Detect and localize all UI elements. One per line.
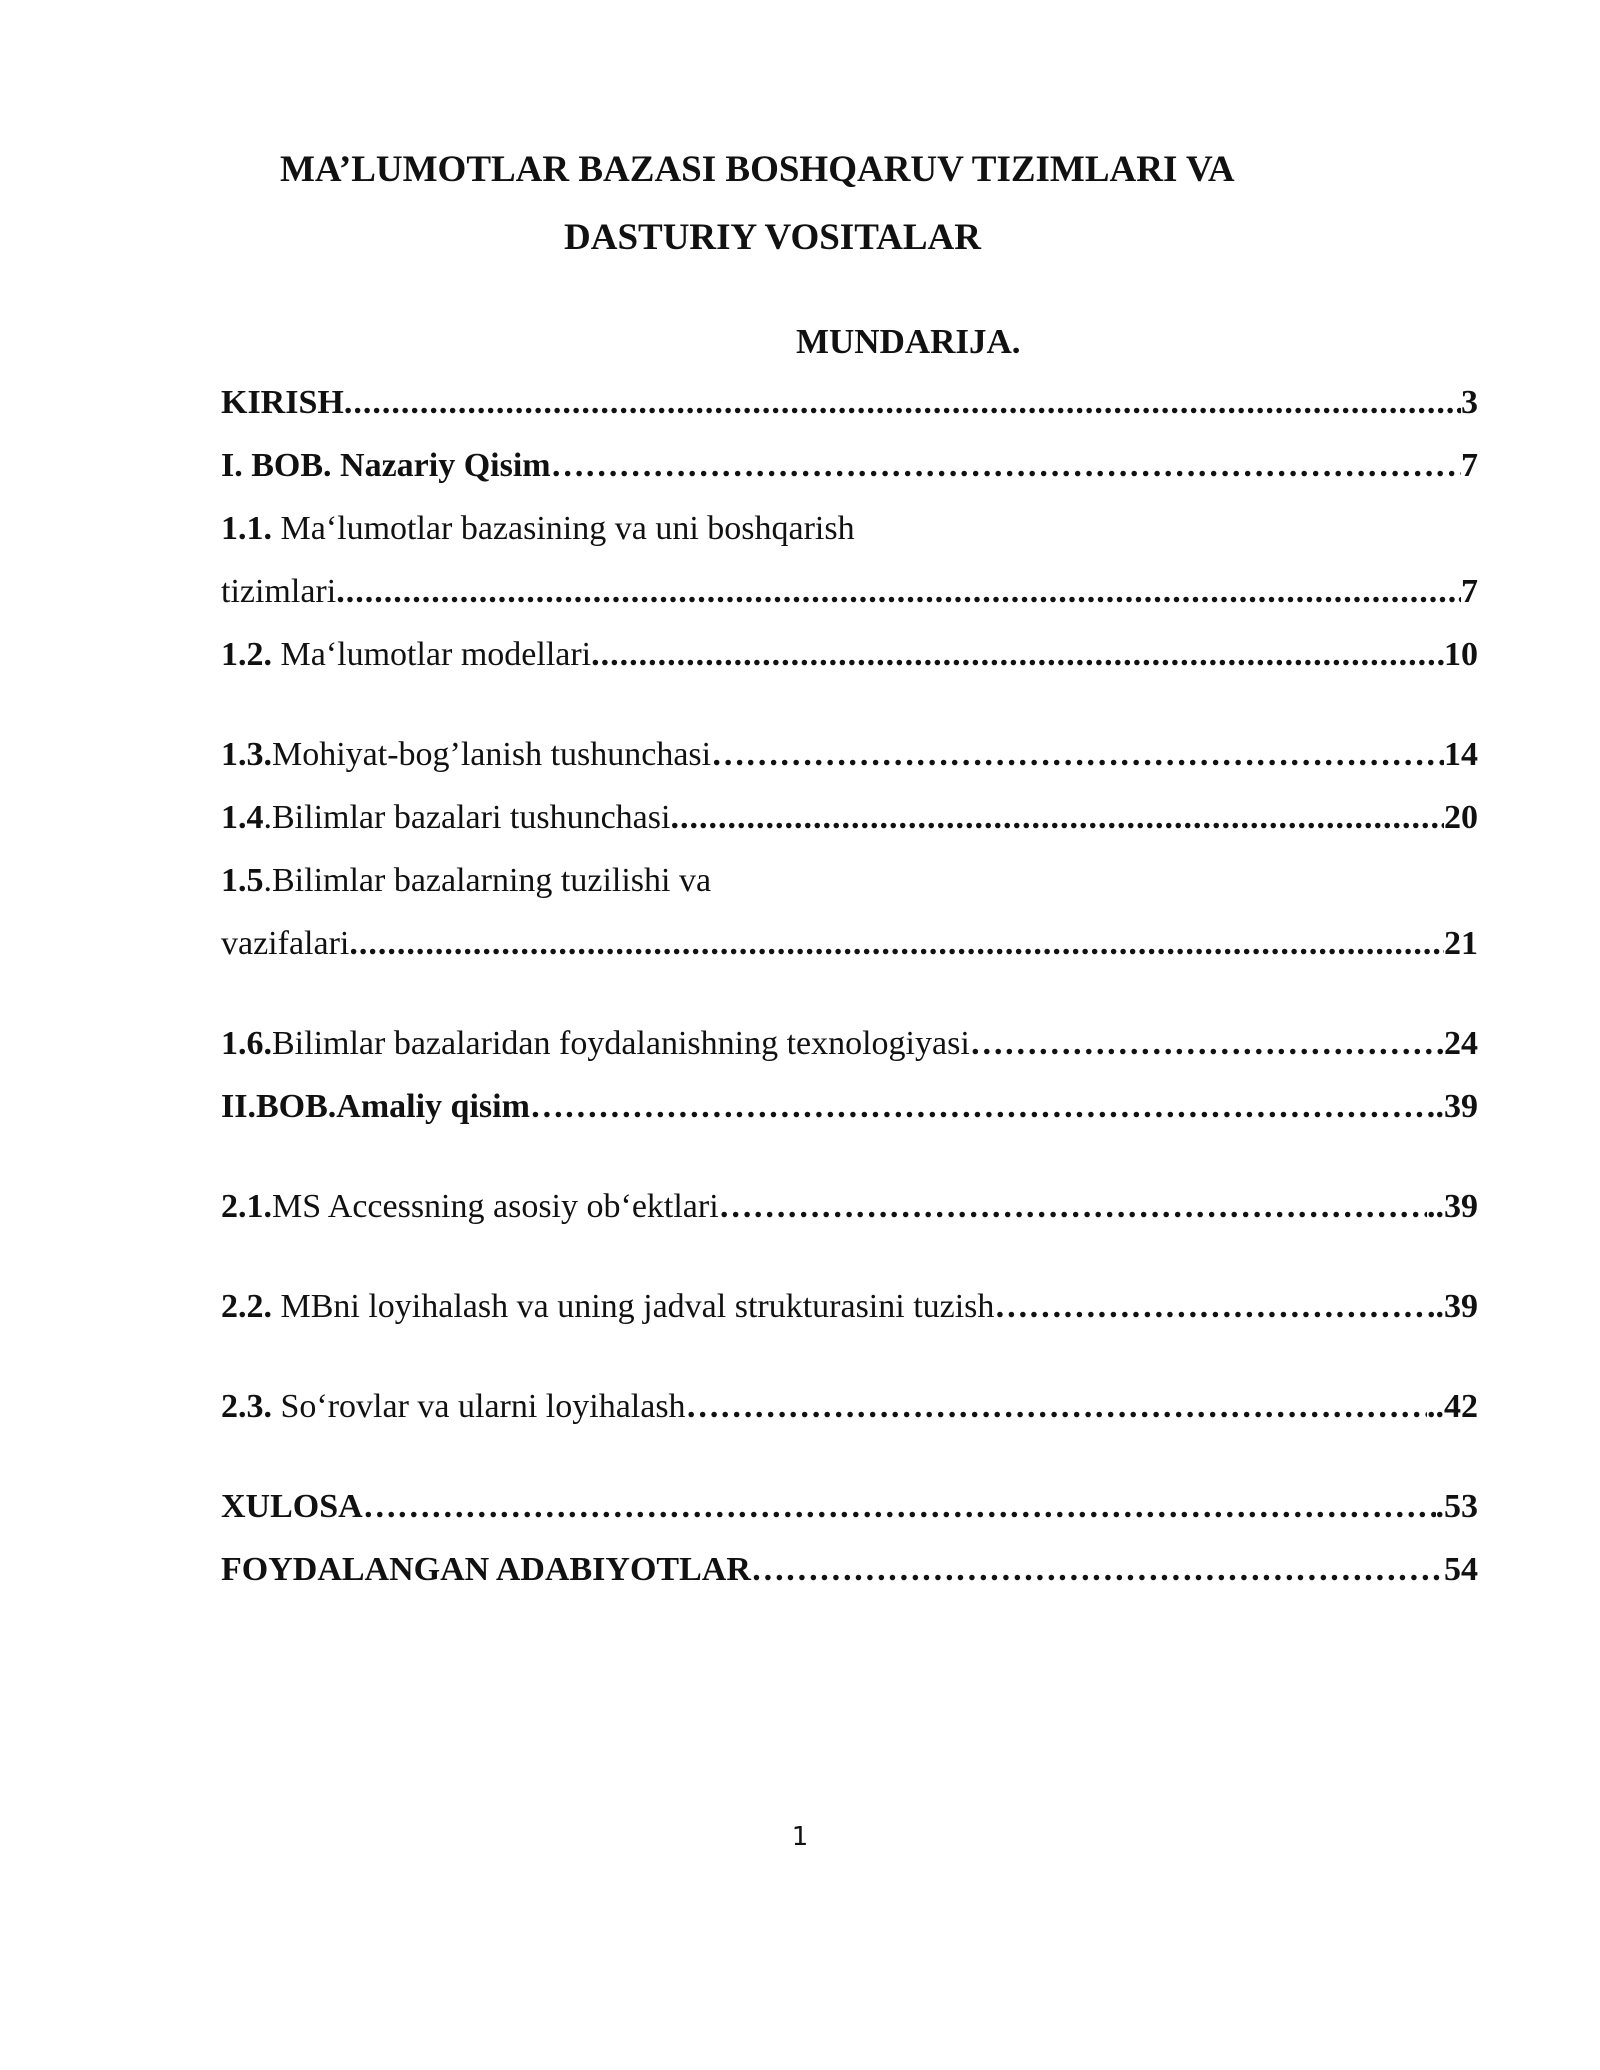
toc-entry-label: I. BOB. Nazariy Qisim — [221, 447, 551, 484]
toc-leader — [591, 632, 1444, 678]
document-title-line-1: MA’LUMOTLAR BAZASI BOSHQARUV TIZIMLARI VA — [280, 149, 1235, 190]
toc-entry-label: .Bilimlar bazalarning tuzilishi va — [263, 862, 712, 899]
toc-entry-2-3 — [221, 1384, 1478, 1430]
toc-leader — [970, 1021, 1444, 1067]
toc-entry-label: KIRISH — [221, 384, 344, 421]
toc-section-number: 1.2. — [221, 636, 272, 673]
toc-entry-1-3 — [221, 732, 1478, 778]
toc-section-number: 1.6. — [221, 1025, 272, 1062]
toc-leader — [344, 380, 1461, 426]
toc-entry-1-4 — [221, 795, 1478, 841]
toc-entry-label: MS Accessning asosiy ob‘ektlari — [272, 1188, 719, 1225]
toc-section-number: 1.3. — [221, 736, 272, 773]
toc-leader — [751, 1547, 1444, 1593]
toc-entry-label-continued: tizimlari — [221, 573, 337, 610]
toc-leader — [551, 443, 1461, 489]
toc-section-number: 2.2. — [221, 1288, 272, 1325]
toc-page-number: .39 — [1435, 1088, 1478, 1125]
toc-page-number: .53 — [1435, 1488, 1478, 1525]
toc-entry-adabiyotlar — [221, 1547, 1478, 1593]
toc-section-number: 2.3. — [221, 1388, 272, 1425]
toc-entry-label: Bilimlar bazalaridan foydalanishning texnologiyasi — [272, 1025, 970, 1062]
toc-entry-1-1-line-2 — [221, 569, 1478, 615]
toc-leader — [336, 569, 1461, 615]
toc-entry-xulosa — [221, 1484, 1478, 1530]
toc-entry-label: .Bilimlar bazalari tushunchasi — [263, 799, 671, 836]
toc-entry-label: Ma‘lumotlar modellari — [272, 636, 592, 673]
toc-page-number: 14 — [1444, 736, 1478, 773]
toc-page-number: ..42 — [1427, 1388, 1478, 1425]
toc-page-number: ..39 — [1427, 1288, 1478, 1325]
toc-entry-label: MBni loyihalash va uning jadval strukturasini tuzish — [272, 1288, 995, 1325]
toc-section-number: 1.1. — [221, 510, 272, 547]
toc-leader — [719, 1184, 1427, 1230]
toc-section-number: 1.5 — [221, 862, 264, 899]
toc-heading: MUNDARIJA. — [796, 322, 1021, 361]
toc-page-number: 7 — [1461, 573, 1478, 610]
toc-leader — [349, 921, 1444, 967]
toc-page-number: 10 — [1444, 636, 1478, 673]
toc-entry-1-5-line-1 — [221, 858, 711, 904]
toc-entry-2-2 — [221, 1284, 1478, 1330]
toc-entry-1-1-line-1 — [221, 506, 855, 552]
toc-entry-2-1 — [221, 1184, 1478, 1230]
toc-entry-label: Ma‘lumotlar bazasining va uni boshqarish — [272, 510, 855, 547]
toc-entry-label: FOYDALANGAN ADABIYOTLAR — [221, 1551, 751, 1588]
toc-page-number: 7 — [1461, 447, 1478, 484]
toc-leader — [670, 795, 1444, 841]
toc-section-number: 1.4 — [221, 799, 264, 836]
toc-leader — [530, 1084, 1436, 1130]
toc-entry-label-continued: vazifalari — [221, 925, 350, 962]
toc-entry-label: II.BOB.Amaliy qisim — [221, 1088, 530, 1125]
toc-entry-kirish — [221, 380, 1478, 426]
toc-page-number: 21 — [1444, 925, 1478, 962]
toc-page-number: 24 — [1444, 1025, 1478, 1062]
toc-page-number: 3 — [1461, 384, 1478, 421]
toc-leader — [686, 1384, 1427, 1430]
toc-leader — [711, 732, 1444, 778]
toc-entry-bob-1 — [221, 443, 1478, 489]
toc-page-number: ..39 — [1427, 1188, 1478, 1225]
toc-leader — [994, 1284, 1427, 1330]
toc-entry-label: So‘rovlar va ularni loyihalash — [272, 1388, 686, 1425]
toc-entry-1-2 — [221, 632, 1478, 678]
toc-entry-1-6 — [221, 1021, 1478, 1067]
toc-page-number: 20 — [1444, 799, 1478, 836]
document-title-line-2: DASTURIY VOSITALAR — [564, 217, 981, 258]
toc-entry-label: Mohiyat-bog’lanish tushunchasi — [272, 736, 712, 773]
toc-entry-1-5-line-2 — [221, 921, 1478, 967]
toc-section-number: 2.1. — [221, 1188, 272, 1225]
toc-page-number: 54 — [1444, 1551, 1478, 1588]
toc-entry-bob-2 — [221, 1084, 1478, 1130]
toc-leader — [363, 1484, 1436, 1530]
toc-entry-label: XULOSA — [221, 1488, 363, 1525]
page-number: 1 — [791, 1822, 809, 1852]
